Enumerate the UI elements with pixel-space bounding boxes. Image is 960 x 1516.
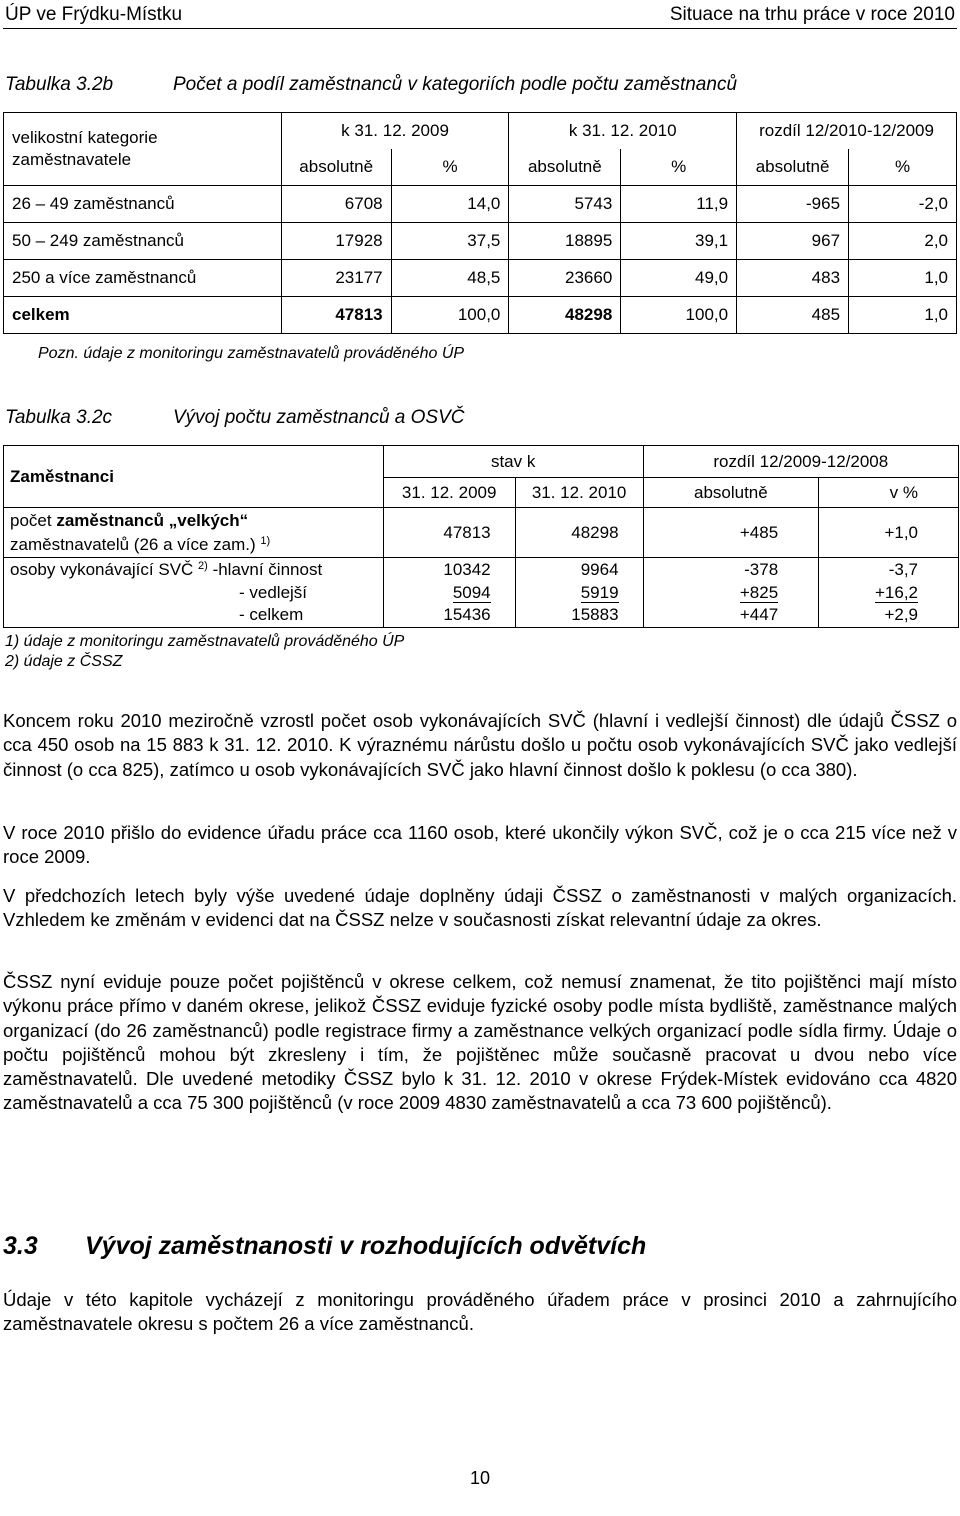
table-2c-header-row-1 <box>4 446 959 478</box>
section-paragraph: Údaje v této kapitole vycházejí z monitoringu prováděného úřadem práce v prosinci 2010 a zahrnujícího zaměstnavatele okresu s počtem 26 a více zaměstnanců. <box>3 1289 957 1335</box>
table-cell: 39,1 <box>621 223 737 260</box>
table-cell <box>383 582 515 604</box>
cell-value: +825 <box>739 582 779 602</box>
table-cell: 14,0 <box>391 186 509 223</box>
osvc-label: osoby vykonávající SVČ <box>10 559 194 579</box>
table-cell: 6708 <box>281 186 391 223</box>
row-label: - celkem <box>4 604 384 628</box>
table-row <box>4 508 959 558</box>
table-2b-col-group: k 31. 12. 2010 <box>509 113 737 150</box>
table-2b-title: Počet a podíl zaměstnanců v kategoriích podle počtu zaměstnanců <box>173 74 738 95</box>
table-2b-sub-col: absolutně <box>737 149 849 186</box>
header-office: ÚP ve Frýdku-Místku <box>5 4 183 25</box>
table-2b-col-group: rozdíl 12/2010-12/2009 <box>737 113 957 150</box>
table-cell: 37,5 <box>391 223 509 260</box>
table-cell: 18895 <box>509 223 621 260</box>
table-cell: 47813 <box>383 508 515 558</box>
paragraph: Koncem roku 2010 meziročně vzrostl počet osob vykonávajících SVČ (hlavní i vedlejší činnost) dle údajů ČSSZ o cca 450 osob na 15 883 k 31. 12. 2010. K výraznému nárůstu došlo u počtu osob vykonávajících SVČ jako vedlejší činnost (o cca 825), zatímco u osob vykonávajících SVČ jako hlavní činnost došlo k poklesu (o cca 380). <box>3 710 957 780</box>
cell-value: 5094 <box>452 582 491 602</box>
table-cell: 10342 <box>383 558 515 582</box>
table-2c-group-rozdil: rozdíl 12/2009-12/2008 <box>643 446 958 478</box>
table-cell: 15436 <box>383 604 515 628</box>
section-heading <box>3 1232 646 1261</box>
table-2b-header-row-1 <box>4 113 957 150</box>
cell-value: +16,2 <box>874 582 918 602</box>
table-2c-group-stav: stav k <box>383 446 643 478</box>
table-cell: 1,0 <box>849 297 957 334</box>
table-cell: 23660 <box>509 260 621 297</box>
table-cell: 48298 <box>509 297 621 334</box>
row-label-bold: zaměstnanců „velkých“ <box>56 510 249 530</box>
row-label: 26 – 49 zaměstnanců <box>4 186 282 223</box>
page-number: 10 <box>469 1468 491 1488</box>
table-2b-note: Pozn. údaje z monitoringu zaměstnavatelů prováděného ÚP <box>38 345 465 362</box>
table-cell: 5743 <box>509 186 621 223</box>
table-2c-title: Vývoj počtu zaměstnanců a OSVČ <box>173 407 465 428</box>
table-cell: +485 <box>643 508 819 558</box>
table-cell: 48298 <box>515 508 643 558</box>
table-row <box>4 186 957 223</box>
table-cell: 9964 <box>515 558 643 582</box>
table-cell: -2,0 <box>849 186 957 223</box>
footnote-ref: 2) <box>198 559 208 572</box>
table-2b-sub-col: absolutně <box>509 149 621 186</box>
table-cell <box>515 582 643 604</box>
table-cell: 17928 <box>281 223 391 260</box>
table-cell: 485 <box>737 297 849 334</box>
table-row <box>4 558 959 582</box>
table-cell: -3,7 <box>819 558 959 582</box>
table-row <box>4 223 957 260</box>
row-label-part: počet <box>10 510 57 530</box>
cell-value: 5919 <box>580 582 619 602</box>
paragraph: V předchozích letech byly výše uvedené údaje doplněny údaji ČSSZ o zaměstnanosti v malých organizacích. Vzhledem ke změnám v evidenci dat na ČSSZ nelze v současnosti získat relevantní údaje za okres. <box>3 885 957 931</box>
section-title: Vývoj zaměstnanosti v rozhodujících odvětvích <box>85 1232 647 1260</box>
table-total-row <box>4 297 957 334</box>
table-cell: 49,0 <box>621 260 737 297</box>
table-2c <box>3 445 959 628</box>
table-2c-sub-col: 31. 12. 2009 <box>383 478 515 508</box>
table-cell: 1,0 <box>849 260 957 297</box>
table-2c-footnote-2: 2) údaje z ČSSZ <box>5 653 123 670</box>
table-cell: 2,0 <box>849 223 957 260</box>
table-2b-sub-col: % <box>621 149 737 186</box>
row-label <box>4 508 384 558</box>
table-cell: -965 <box>737 186 849 223</box>
row-label: celkem <box>4 297 282 334</box>
table-cell: +447 <box>643 604 819 628</box>
table-cell: +1,0 <box>819 508 959 558</box>
table-2b-sub-col: % <box>849 149 957 186</box>
table-cell: 483 <box>737 260 849 297</box>
table-cell: 47813 <box>281 297 391 334</box>
table-2b-sub-col: absolutně <box>281 149 391 186</box>
table-row <box>4 604 959 628</box>
osvc-sub-label: -hlavní činnost <box>212 559 323 579</box>
table-2c-row-header: Zaměstnanci <box>4 446 384 508</box>
table-cell: 100,0 <box>391 297 509 334</box>
table-2c-sub-col: absolutně <box>643 478 819 508</box>
table-cell: -378 <box>643 558 819 582</box>
paragraph: ČSSZ nyní eviduje pouze počet pojištěnců v okrese celkem, což nemusí znamenat, že tito pojištěnci mají místo výkonu práce přímo v daném okrese, jelikož ČSSZ eviduje fyzické osoby podle místa bydliště, zaměstnance malých organizací (do 26 zaměstnanců) podle registrace firmy a zaměstnance velkých organizací podle sídla firmy. Údaje o počtu pojištěnců mohou být zkresleny i tím, že pojištěnec může současně pracovat u dvou nebo více zaměstnavatelů. Dle uvedené metodiky ČSSZ bylo k 31. 12. 2010 v okrese Frýdek-Místek evidováno cca 4820 zaměstnavatelů a cca 75 300 pojištěnců (v roce 2009 4830 zaměstnavatelů a cca 73 600 pojištěnců). <box>3 971 957 1114</box>
row-label: 250 a více zaměstnanců <box>4 260 282 297</box>
table-2b-row-header: velikostní kategorie zaměstnavatele <box>4 113 282 186</box>
table-2b-col-group: k 31. 12. 2009 <box>281 113 509 150</box>
table-cell: +2,9 <box>819 604 959 628</box>
table-2b-label: Tabulka 3.2b <box>5 74 114 95</box>
row-label: - vedlejší <box>4 582 384 604</box>
row-label <box>4 558 384 582</box>
table-2c-sub-col: v % <box>819 478 959 508</box>
row-label-part: zaměstnavatelů (26 a více zam.) <box>10 534 256 554</box>
table-cell: 100,0 <box>621 297 737 334</box>
table-cell: 15883 <box>515 604 643 628</box>
footnote-ref: 1) <box>260 534 271 547</box>
table-row <box>4 582 959 604</box>
table-2c-label: Tabulka 3.2c <box>5 407 113 428</box>
table-cell <box>643 582 819 604</box>
table-row <box>4 260 957 297</box>
table-cell: 23177 <box>281 260 391 297</box>
table-2c-footnote-1: 1) údaje z monitoringu zaměstnavatelů prováděného ÚP <box>5 633 405 650</box>
table-cell: 967 <box>737 223 849 260</box>
header-report-title: Situace na trhu práce v roce 2010 <box>669 4 955 25</box>
paragraph: V roce 2010 přišlo do evidence úřadu práce cca 1160 osob, které ukončily výkon SVČ, což je o cca 215 více než v roce 2009. <box>3 822 957 868</box>
page-header <box>3 2 957 29</box>
table-cell: 48,5 <box>391 260 509 297</box>
table-2b <box>3 112 957 334</box>
table-cell <box>819 582 959 604</box>
table-2c-sub-col: 31. 12. 2010 <box>515 478 643 508</box>
section-number: 3.3 <box>3 1232 38 1260</box>
table-2b-sub-col: % <box>391 149 509 186</box>
row-label: 50 – 249 zaměstnanců <box>4 223 282 260</box>
table-cell: 11,9 <box>621 186 737 223</box>
